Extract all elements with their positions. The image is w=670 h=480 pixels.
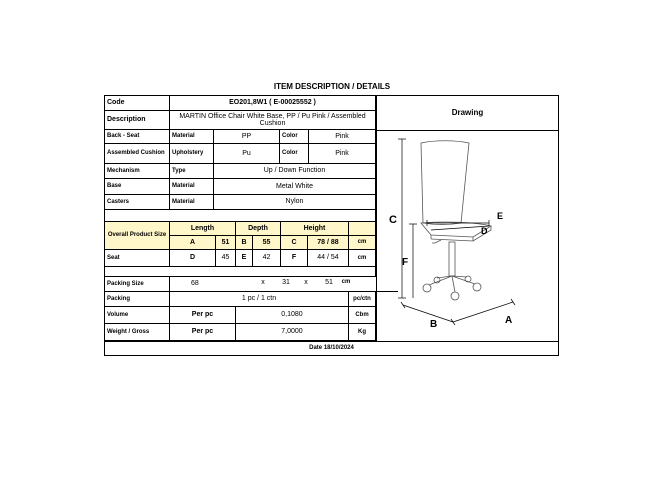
caster-3	[451, 292, 459, 300]
dim-f-letter: F	[281, 250, 308, 267]
weight-per: Per pc	[170, 324, 236, 341]
length-header: Length	[170, 222, 236, 236]
spacer-row	[105, 210, 376, 222]
volume-label: Volume	[105, 307, 170, 324]
dim-a-value: 51	[216, 236, 236, 250]
seat-unit: cm	[349, 250, 376, 267]
dim-label-b: B	[430, 319, 438, 330]
weight-label: Weight / Gross	[105, 324, 170, 341]
depth-header: Depth	[236, 222, 281, 236]
dim-d-letter: D	[170, 250, 216, 267]
overall-size-label: Overall Product Size	[105, 222, 170, 250]
dim-c-letter: C	[281, 236, 308, 250]
dim-f-value: 44 / 54	[308, 250, 349, 267]
mechanism-value: Up / Down Function	[214, 164, 376, 179]
back-seat-prop: Material	[170, 130, 214, 144]
dim-b-letter: B	[236, 236, 253, 250]
casters-label: Casters	[105, 195, 170, 210]
cushion-label: Assembled Cushion	[105, 144, 170, 164]
back-seat-material: PP	[214, 130, 280, 144]
packing-height: 51	[325, 278, 333, 286]
chair-gas-cylinder	[449, 242, 455, 276]
dim-label-f: F	[402, 257, 409, 268]
dim-label-d: D	[481, 226, 488, 236]
packing-unit: pc/ctn	[349, 292, 376, 307]
packing-size-unit: cm	[341, 279, 351, 286]
back-seat-color-prop: Color	[280, 130, 309, 144]
back-seat-label: Back - Seat	[105, 130, 170, 144]
weight-value: 7,0000	[236, 324, 349, 341]
seat-label: Seat	[105, 250, 170, 267]
dim-label-a: A	[505, 315, 513, 326]
description-label: Description	[105, 111, 170, 130]
height-header: Height	[281, 222, 349, 236]
cushion-upholstery: Pu	[214, 144, 280, 164]
cushion-prop: Upholstery	[170, 144, 214, 164]
mechanism-prop: Type	[170, 164, 214, 179]
packing-width: 31	[282, 278, 290, 286]
dim-a-letter: A	[170, 236, 216, 250]
date-footer: Date 18/10/2024	[309, 345, 354, 351]
packing-label: Packing	[105, 292, 170, 307]
base-label: Base	[105, 179, 170, 195]
packing-x1: x	[261, 278, 265, 286]
chair-base	[429, 276, 475, 292]
packing-value: 1 pc / 1 ctn	[170, 292, 349, 307]
cushion-color-prop: Color	[280, 144, 309, 164]
caster-1	[423, 284, 431, 292]
dim-e-letter: E	[236, 250, 253, 267]
base-prop: Material	[170, 179, 214, 195]
spec-sheet	[104, 95, 559, 356]
description-value: MARTIN Office Chair White Base, PP / Pu Pink / Assembled Cushion	[170, 111, 376, 130]
packing-length: 68	[170, 277, 398, 292]
overall-unit-blank	[349, 222, 376, 236]
drawing-title: Drawing	[451, 108, 484, 117]
caster-5	[465, 276, 471, 282]
packing-x2: x	[304, 278, 308, 286]
casters-value: Nylon	[214, 195, 376, 210]
cushion-color: Pink	[309, 144, 376, 164]
dim-d-value: 45	[216, 250, 236, 267]
weight-unit: Kg	[349, 324, 376, 341]
volume-value: 0,1080	[236, 307, 349, 324]
casters-prop: Material	[170, 195, 214, 210]
packing-size-label: Packing Size	[105, 277, 170, 292]
code-value: EO201,8W1 ( E-00025552 )	[170, 96, 376, 111]
dim-b-value: 55	[253, 236, 281, 250]
code-label: Code	[105, 96, 170, 111]
volume-unit: Cbm	[349, 307, 376, 324]
base-value: Metal White	[214, 179, 376, 195]
chair-dimension-drawing	[377, 130, 558, 341]
dim-c-value: 78 / 88	[308, 236, 349, 250]
overall-unit: cm	[349, 236, 376, 250]
mechanism-label: Mechanism	[105, 164, 170, 179]
back-seat-color: Pink	[309, 130, 376, 144]
chair-backrest	[421, 141, 469, 225]
dim-e-value: 42	[253, 250, 281, 267]
drawing-header	[377, 96, 558, 130]
dim-label-c: C	[389, 214, 397, 226]
caster-2	[473, 283, 481, 291]
page-title: ITEM DESCRIPTION / DETAILS	[273, 82, 391, 91]
volume-per: Per pc	[170, 307, 236, 324]
dim-label-e: E	[497, 211, 504, 221]
